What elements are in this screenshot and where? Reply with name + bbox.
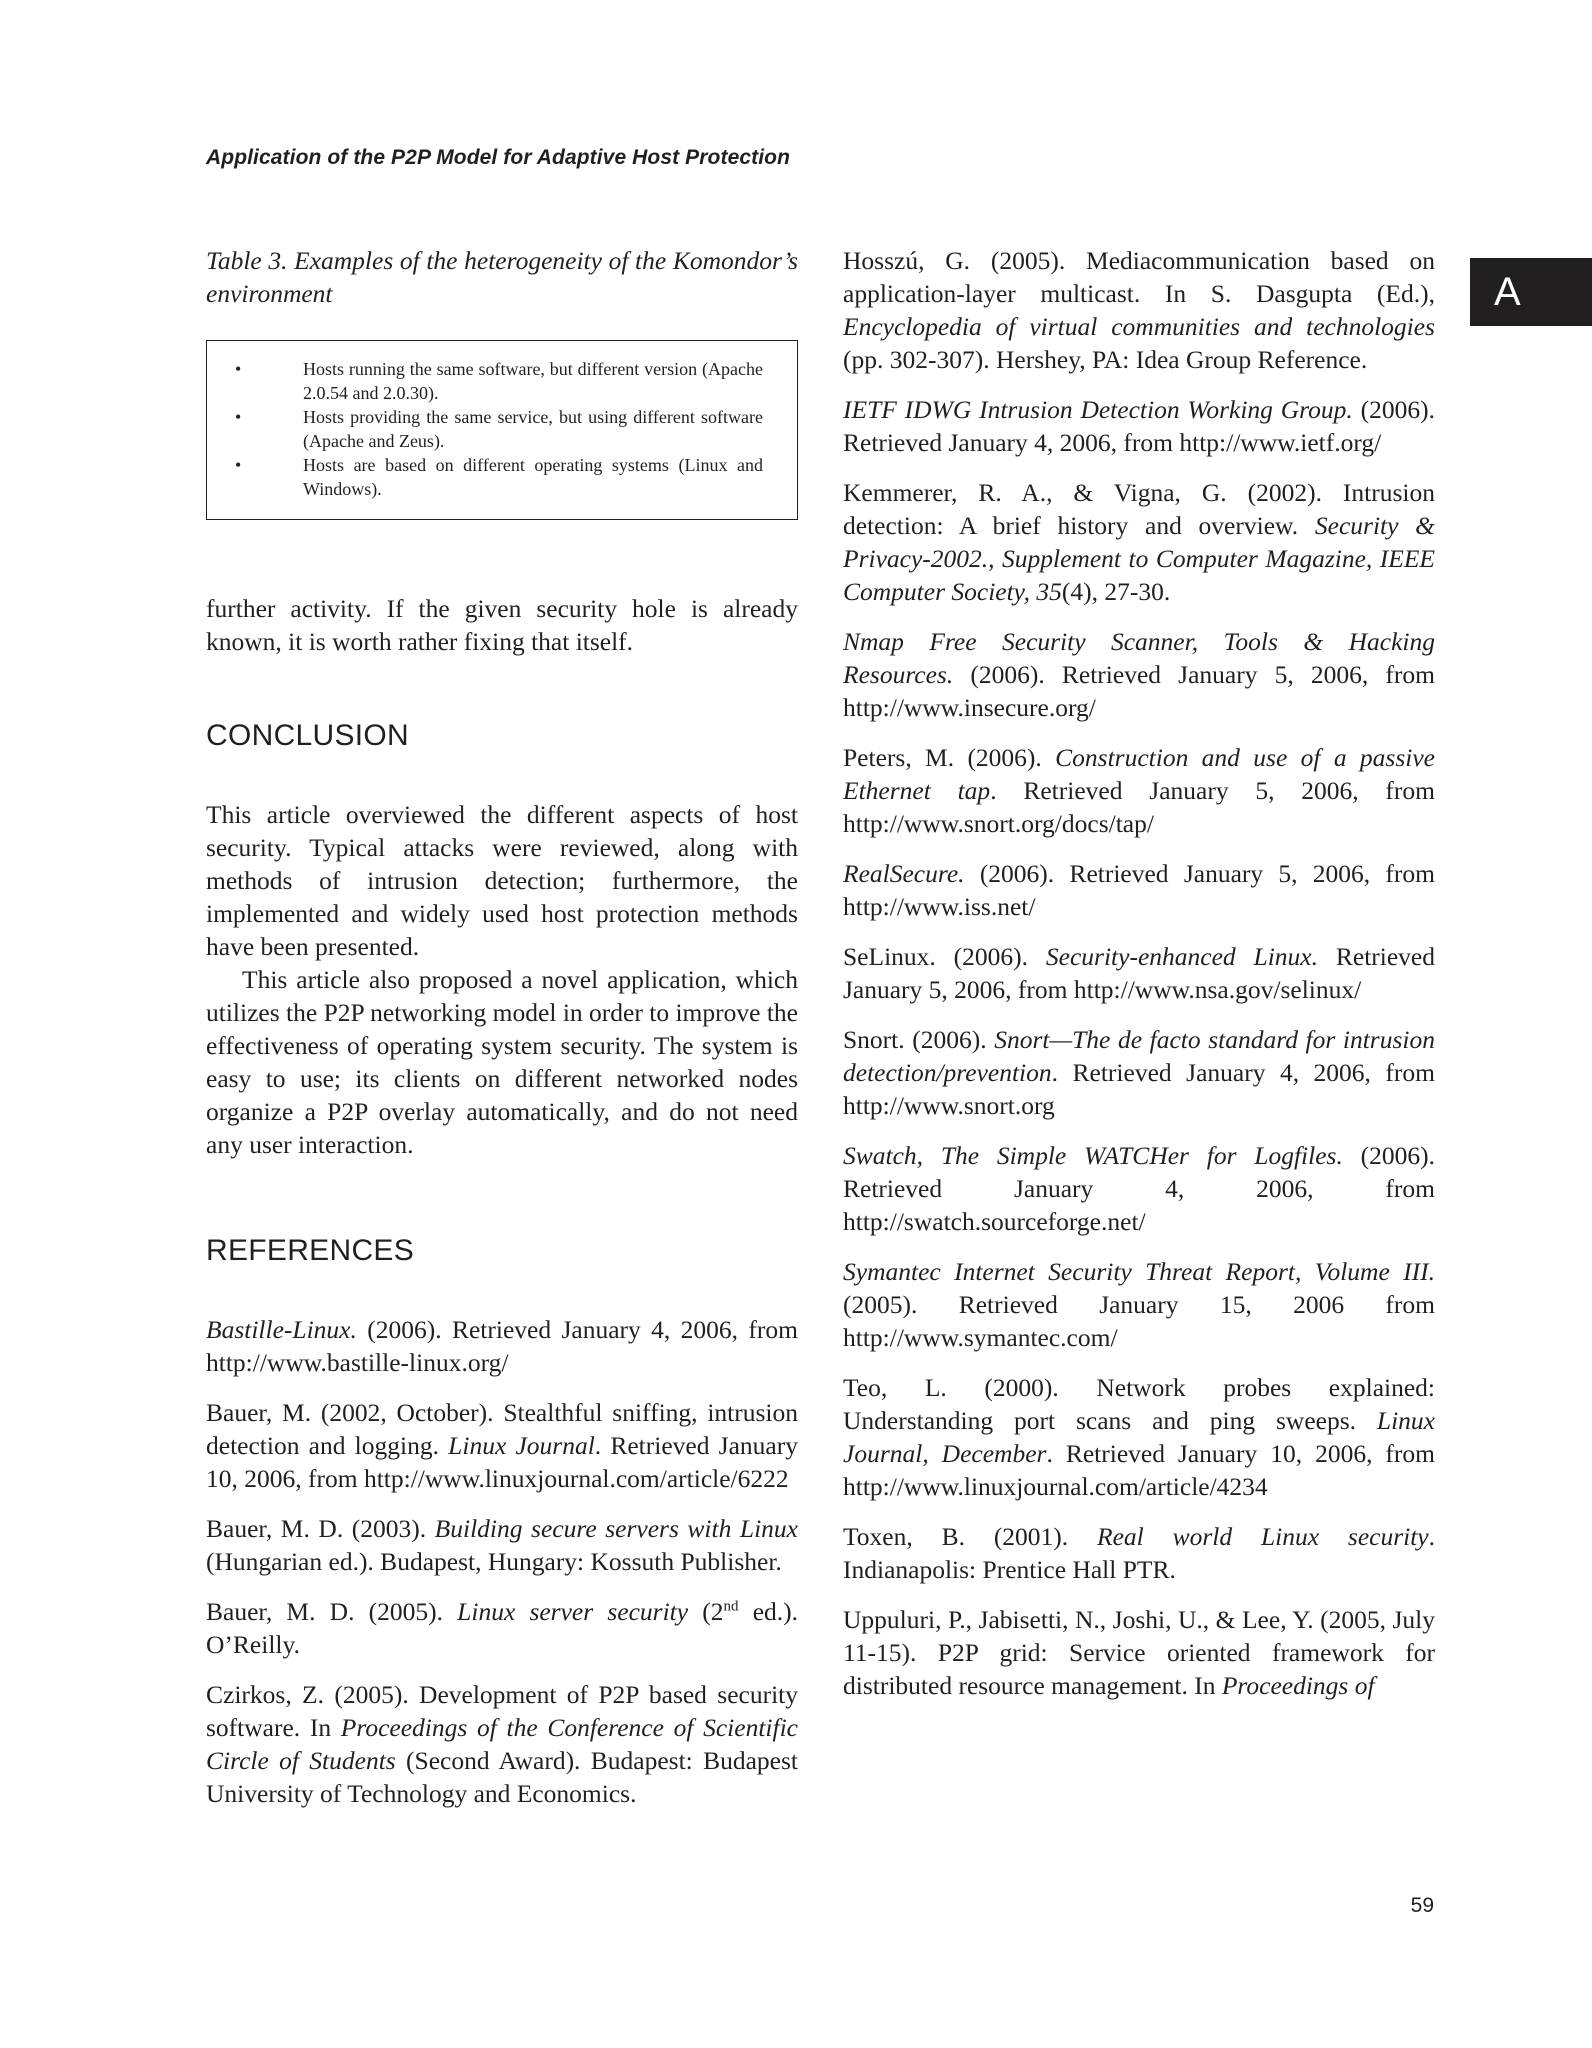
ref-title: Real world Linux security [1097,1522,1429,1551]
reference-item [843,244,1435,376]
reference-item [843,1520,1435,1586]
ref-text: (2005). Retrieved January 15, 2006 from http://www.symantec.com/ [843,1290,1435,1352]
reference-item [206,1595,798,1661]
bullet-icon: • [235,455,242,475]
table-item [235,405,763,453]
ref-title: Building secure servers with Linux [434,1514,798,1543]
ref-text: (Second Award). Budapest: Budapest University of Technology and Economics. [206,1746,798,1808]
reference-item [843,1371,1435,1503]
reference-item [843,1603,1435,1702]
ref-title: Swatch, The Simple WATCHer for Logfiles. [843,1141,1343,1170]
ref-text: (2 [688,1597,724,1626]
ref-text: Teo, L. (2000). Network probes explained: Understanding port scans and ping sweeps. [843,1373,1435,1435]
ref-text: Czirkos, Z. (2005). Development of P2P based security software. In [206,1680,798,1742]
ref-text: . Retrieved January 5, 2006, from http://www.snort.org/docs/tap/ [843,776,1436,838]
ref-text: Snort. (2006). [843,1025,995,1054]
ref-text: Peters, M. (2006). [843,743,1056,772]
left-column [206,244,798,1827]
table-item-text: Hosts running the same software, but different version (Apache 2.0.54 and 2.0.30). [303,359,763,403]
reference-item [843,857,1435,923]
bullet-icon: • [235,359,242,379]
reference-item [206,1313,798,1379]
conclusion-paragraph: This article overviewed the different aspects of host security. Typical attacks were reviewed, along with methods of intrusion detection; furthermore, the implemented and widely used host protection methods have been presented. [206,800,798,961]
reference-item [843,1023,1435,1122]
table-box [206,340,798,520]
ref-text: Bauer, M. D. (2003). [206,1514,435,1543]
bullet-icon: • [235,407,242,427]
table-item [235,357,763,405]
reference-item [843,393,1435,459]
ref-title: Nmap Free Security Scanner, Tools & Hacking Resources. [843,627,1435,689]
table-caption: Table 3. Examples of the heterogeneity of the Komondor’s environment [206,246,798,308]
ref-title: IETF IDWG Intrusion Detection Working Group. [843,395,1353,424]
ref-title: RealSecure. [843,859,965,888]
table-item [235,453,763,501]
ref-title: Linux Journal, December [843,1406,1435,1468]
ref-text: . Indianapolis: Prentice Hall PTR. [843,1522,1435,1584]
conclusion-heading: CONCLUSION [206,719,410,752]
ref-text: . Retrieved January 4, 2006, from http://www.snort.org [843,1058,1435,1120]
ref-text: . Retrieved January 10, 2006, from http://www.linuxjournal.com/article/6222 [206,1431,798,1493]
ref-title: Encyclopedia of virtual communities and technologies [843,312,1435,341]
ref-text: (Hungarian ed.). Budapest, Hungary: Kossuth Publisher. [206,1547,782,1576]
ref-text: (2006). Retrieved January 4, 2006, from http://www.ietf.org/ [843,395,1435,457]
ref-text: ed.). O’Reilly. [206,1597,799,1659]
ref-title: Proceedings of [1221,1671,1375,1700]
ref-text: SeLinux. (2006). [843,942,1046,971]
ref-text: Retrieved January 5, 2006, from http://www.nsa.gov/selinux/ [843,942,1436,1004]
ref-text: Kemmerer, R. A., & Vigna, G. (2002). Intrusion detection: A brief history and overview. [843,478,1435,540]
ref-title: Symantec Internet Security Threat Report, Volume III. [843,1257,1435,1286]
ref-title: Snort—The de facto standard for intrusion detection/prevention [843,1025,1435,1087]
section-tab-marker: A [1470,258,1592,326]
reference-item [206,1396,798,1495]
ref-text: Bauer, M. D. (2005). [206,1597,458,1626]
ref-text: (4), 27-30. [1061,577,1171,606]
ref-text: Uppuluri, P., Jabisetti, N., Joshi, U., & Lee, Y. (2005, July 11-15). P2P grid: Service oriented framework for distributed resource management. In [843,1605,1435,1700]
ref-superscript: nd [723,1598,739,1615]
ref-title: Proceedings of the Conference of Scientific Circle of Students [206,1713,798,1775]
ref-text: (pp. 302-307). Hershey, PA: Idea Group Reference. [843,345,1368,374]
reference-item [843,625,1435,724]
table-item-text: Hosts are based on different operating systems (Linux and Windows). [303,455,763,499]
conclusion-paragraph: This article also proposed a novel application, which utilizes the P2P networking model in order to improve the effectiveness of operating system security. The system is easy to use; its clients on different networked nodes organize a P2P overlay automatically, and do not need any user interaction. [206,965,798,1159]
ref-title: Construction and use of a passive Ethernet tap [843,743,1435,805]
ref-text: Bauer, M. (2002, October). Stealthful sniffing, intrusion detection and logging. [206,1398,798,1460]
references-heading: REFERENCES [206,1234,415,1267]
reference-item [206,1678,798,1810]
ref-text: (2006). Retrieved January 4, 2006, from http://swatch.sourceforge.net/ [843,1141,1435,1236]
reference-item [843,1139,1435,1238]
reference-item [843,1255,1435,1354]
ref-text: Hosszú, G. (2005). Mediacommunication based on application-layer multicast. In S. Dasgupta (Ed.), [843,246,1435,308]
ref-title: Linux Journal [448,1431,595,1460]
ref-title: Security & Privacy-2002., Supplement to Computer Magazine, IEEE Computer Society, 35 [843,511,1435,606]
table-list [235,357,763,501]
ref-text: (2006). Retrieved January 5, 2006, from http://www.insecure.org/ [843,660,1435,722]
reference-item [843,741,1435,840]
reference-item [843,940,1435,1006]
page-number: 59 [1410,1894,1434,1917]
ref-text: Toxen, B. (2001). [843,1522,1098,1551]
ref-text: (2006). Retrieved January 5, 2006, from http://www.iss.net/ [843,859,1435,921]
reference-item [206,1512,798,1578]
ref-text: . Retrieved January 10, 2006, from http://www.linuxjournal.com/article/4234 [843,1439,1435,1501]
ref-title: Security-enhanced Linux. [1045,942,1318,971]
ref-title: Bastille-Linux. [206,1315,357,1344]
right-column [843,244,1435,1719]
running-head: Application of the P2P Model for Adaptive Host Protection [206,146,791,169]
continuation-paragraph: further activity. If the given security hole is already known, it is worth rather fixing that itself. [206,594,798,656]
table-item-text: Hosts providing the same service, but using different software (Apache and Zeus). [303,407,763,451]
ref-text: (2006). Retrieved January 4, 2006, from http://www.bastille-linux.org/ [206,1315,798,1377]
reference-item [843,476,1435,608]
ref-title: Linux server security [457,1597,689,1626]
